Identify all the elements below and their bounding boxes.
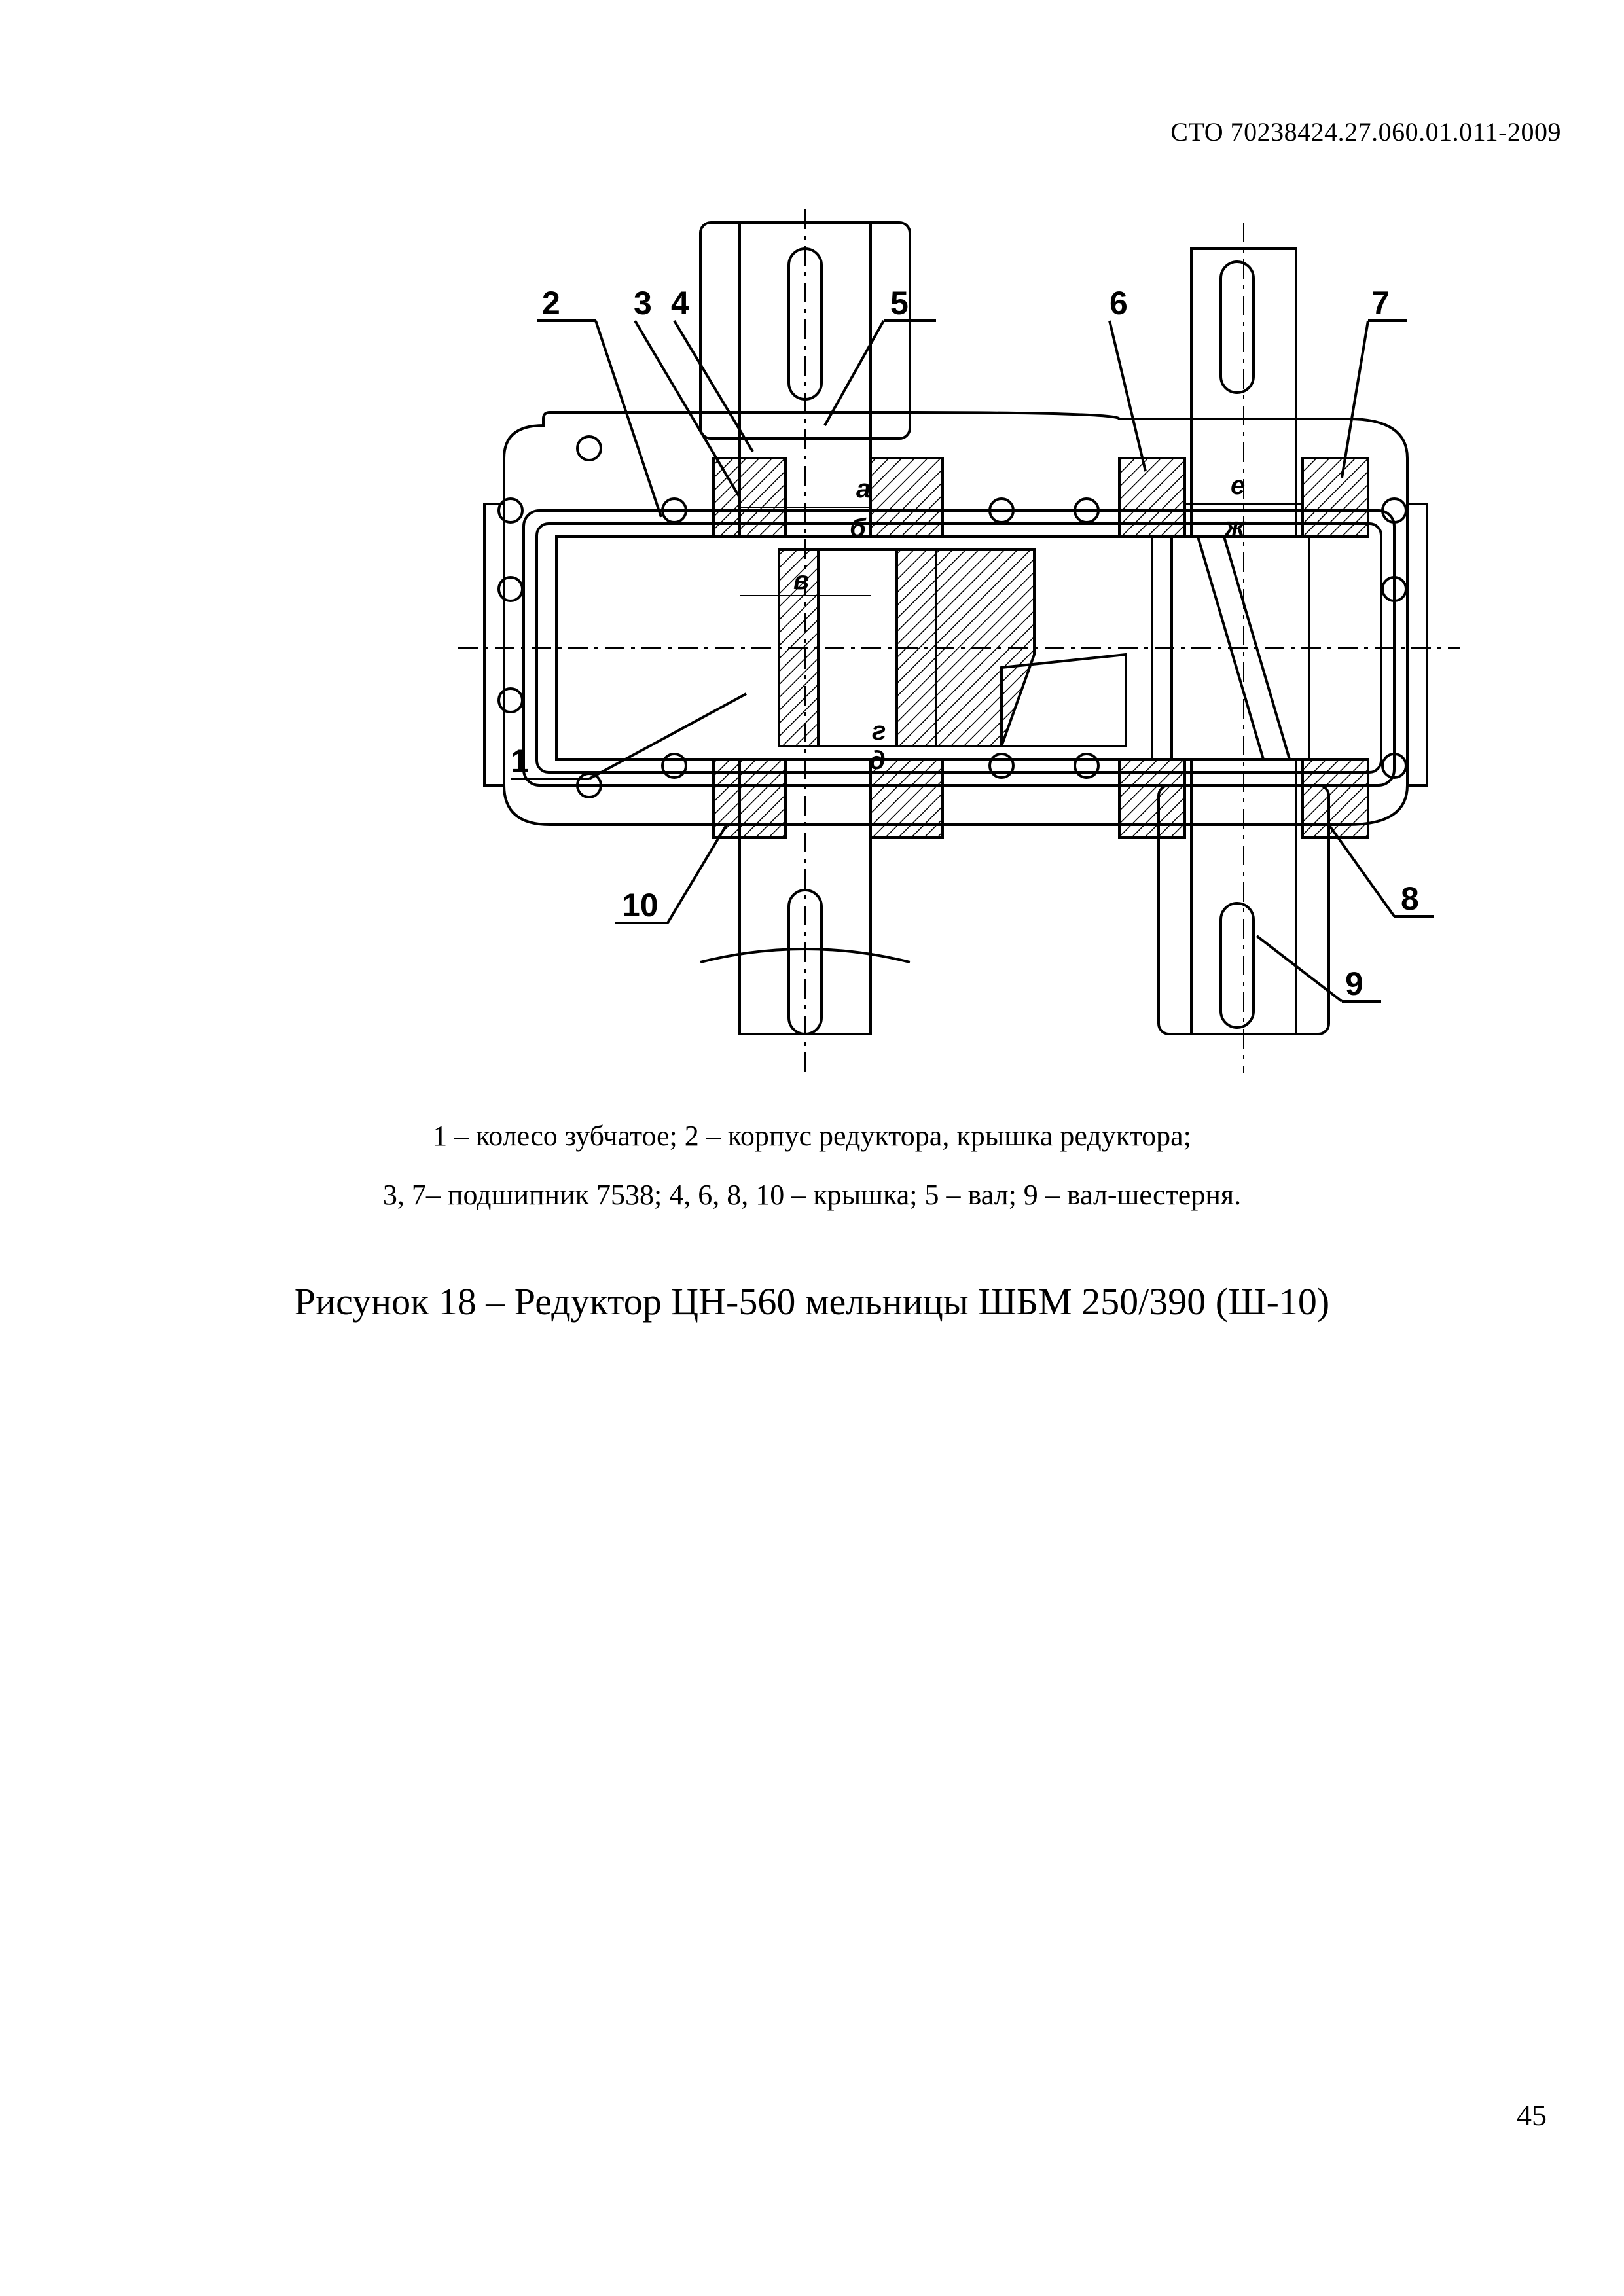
gearbox-drawing [308, 196, 1519, 1086]
callout-5: 5 [890, 285, 909, 321]
dim-label-e: е [1231, 471, 1246, 500]
left-boss [484, 504, 504, 785]
dim-label-v: в [793, 566, 810, 595]
bearing-7 [1303, 458, 1368, 537]
legend-line-2: 3, 7– подшипник 7538; 4, 6, 8, 10 – крышка; 5 – вал; 9 – вал-шестерня. [382, 1179, 1242, 1211]
dim-label-d: д [869, 746, 886, 775]
leader-5 [825, 321, 884, 425]
dim-label-a: а [856, 475, 871, 503]
callout-7: 7 [1371, 285, 1390, 321]
page-number: 45 [1517, 2098, 1547, 2132]
callout-9: 9 [1345, 965, 1363, 1002]
dim-label-zh: ж [1225, 512, 1245, 541]
callout-10: 10 [622, 887, 659, 924]
document-code: СТО 70238424.27.060.01.011-2009 [1170, 117, 1561, 147]
right-boss [1407, 504, 1427, 785]
leader-7 [1342, 321, 1368, 478]
callout-3: 3 [634, 285, 652, 321]
pinion-top-keyway [1221, 262, 1254, 393]
leader-10 [668, 825, 727, 923]
gearbox-drawing-svg [308, 196, 1519, 1086]
callout-8: 8 [1401, 880, 1419, 917]
leader-3 [635, 321, 740, 497]
callout-6: 6 [1110, 285, 1128, 321]
callout-2: 2 [542, 285, 560, 321]
callout-1: 1 [511, 743, 529, 780]
callout-4: 4 [671, 285, 689, 321]
pinion-bottom-keyway [1221, 903, 1254, 1028]
bearing-top-right [871, 458, 943, 537]
leader-6 [1110, 321, 1146, 471]
bearing-8 [1303, 759, 1368, 838]
dim-label-g: г [872, 717, 886, 745]
legend-line-1: 1 – колесо зубчатое; 2 – корпус редуктора, крышка редуктора; [433, 1120, 1191, 1152]
figure-caption: Рисунок 18 – Редуктор ЦН-560 мельницы ШБМ 250/390 (Ш-10) [294, 1280, 1330, 1323]
dim-label-b: б [850, 514, 866, 543]
bearing-6 [1119, 458, 1185, 537]
bearing-lower-left [1119, 759, 1185, 838]
